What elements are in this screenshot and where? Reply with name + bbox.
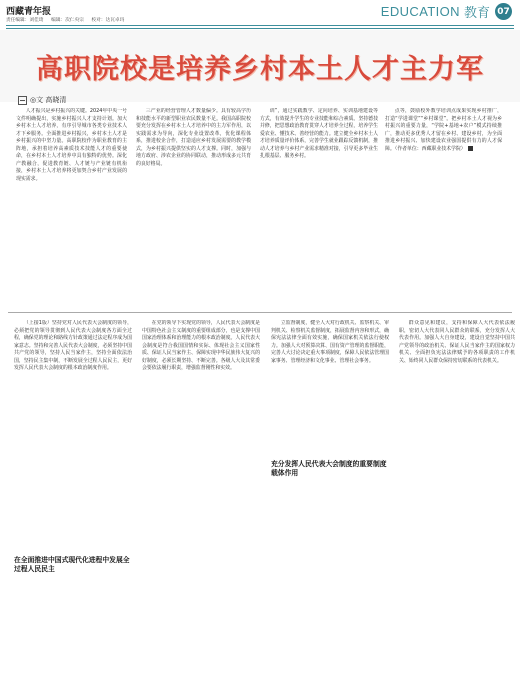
byline-icon xyxy=(18,96,27,105)
article-column-2-text: 三产业的经营管理人才数量偏少。具有较高学历和技能水平的新型职业农民数量不足。我国高职院校要充分发挥在乡村本土人才培养中的主力军作用，以实践需求为导向，深化专业设置改革，优化课程体系，推进校企合作，打造适应乡村发展需要的教学模式，为乡村振兴提供坚实的人才支撑。同时，加强与地方政府、涉农企业的协同联动，推动形成多元共育的良好格局。 xyxy=(136,108,251,167)
header-rule-thin xyxy=(6,28,514,29)
credit-editor: 责任编辑：刘佳琦 xyxy=(6,18,44,23)
article-column-2 xyxy=(136,108,251,308)
article-column-4-text: 点等，鼓励校外教学培训点成果实现乡村推广，打造“学进课堂”“乡村课堂”。把乡村本土人才视为乡村振兴的重要力量，“学院+基地+农户”模式持续推广，推动更多优秀人才留在乡村、建设乡村，为全面推进乡村振兴、加快建设农业强国提供有力的人才保障。（作者单位：西藏职业技术学院） xyxy=(385,108,502,152)
page-credits xyxy=(6,17,130,23)
edition-cn: 教育 xyxy=(463,6,490,21)
end-mark-icon xyxy=(468,146,473,151)
lower-column-2 xyxy=(142,320,260,692)
article-column-4 xyxy=(385,108,502,308)
lower-column-3-text: 立监督制度，健全人大对行政机关、监察机关、审判机关、检察机关监督制度，拓展监督内容和形式，确保宪法法律全面有效实施，确保国家机关依法行使权力。加强人大对预算决算、国有资产管理的监督职能，完善人大讨论决定重大事项制度，保障人民依法管理国家事务、管理经济和文化事业、管理社会事务。 xyxy=(271,320,389,364)
article-column-1-text: 人才振兴是乡村振兴的关键。2024年中央一号文件明确提出，实施乡村振兴人才支持计划。加大乡村本土人才培养，有序引导城市各类专业技术人才下乡服务。全面推进乡村振兴，乡村本土人才是乡村振兴的中坚力量。高职院校作为职业教育的主阵地，承担着培养高素质技术技能人才的重要使命，在乡村本土人才培养中具有独特的优势。深化产教融合，促进教育链、人才链与产业链有机衔接，乡村本土人才培养将更加契合乡村产业发展的现实需求。 xyxy=(16,108,127,182)
section-subhead-1: 在全面推进中国式现代化进程中发展全过程人民民主 xyxy=(14,556,130,573)
article-column-1 xyxy=(16,108,127,308)
headline-band xyxy=(0,30,520,102)
byline xyxy=(18,95,66,105)
section-subhead-2: 充分发挥人民代表大会制度的重要制度载体作用 xyxy=(271,460,387,477)
article-column-3 xyxy=(260,108,378,308)
masthead: 西藏青年报 xyxy=(6,7,52,17)
credit-proofreader: 校对：达瓦卓玛 xyxy=(91,18,125,23)
lower-column-1 xyxy=(14,320,132,692)
header-rule xyxy=(6,25,514,26)
section-divider xyxy=(8,312,512,313)
article-column-3-text: 训”，通过实践教学、定向培养、实训基地建设等方式，有效提升学生的专业技能和综合素质。坚持德技并修，把思想政治教育贯穿人才培养全过程，培养学生爱农业、懂技术、善经营的能力。建立健全乡村本土人才培养质量评价体系，完善学生就业跟踪反馈机制，推动人才培养与乡村产业需求精准对接，引导更多毕业生扎根基层、服务乡村。 xyxy=(260,108,378,160)
edition-en: EDUCATION xyxy=(380,4,460,19)
headline: 高职院校是培养乡村本土人才主力军 xyxy=(36,53,484,85)
lower-column-3 xyxy=(271,320,389,455)
byline-text: ◎文 高晓清 xyxy=(30,96,67,104)
lower-column-4-text: 群众意见和建议，支持和保障人大代表依法履职，密切人大代表同人民群众的联系，充分发挥人大代表作用。加强人大自身建设，建设自觉坚持中国共产党领导的政治机关、保证人民当家作主的国家权力机关、全面担负宪法法律赋予的各项职责的工作机关、始终同人民群众保持密切联系的代表机关。 xyxy=(399,320,515,364)
lower-column-1-text: （上接1版）坚持党对人民代表大会制度的领导，必须把党的领导贯彻到人民代表大会制度各方面全过程，确保党的理论和路线方针政策通过法定程序成为国家意志。坚持和完善人民代表大会制度，必须坚持中国共产党的领导，坚持人民当家作主，坚持全面依法治国，坚持民主集中制，不断发展全过程人民民主，更好发挥人民代表大会制度的根本政治制度作用。 xyxy=(14,320,132,372)
page-number-badge: 07 xyxy=(495,3,512,20)
lower-column-2-text: 在党的领导下实现党的领导，人民代表大会制度是中国特色社会主义制度的重要组成部分，也是支撑中国国家治理体系和治理能力的根本政治制度。人民代表大会制度是符合我国国情和实际、体现社会主义国家性质、保证人民当家作主、保障实现中华民族伟大复兴的好制度，必须长期坚持、不断完善。各级人大及其常委会要依法履行职责，增强监督刚性和实效。 xyxy=(142,320,260,372)
lower-column-4 xyxy=(399,320,515,692)
edition-label xyxy=(381,2,512,21)
credit-layout: 编辑：次仁央宗 xyxy=(51,18,84,23)
